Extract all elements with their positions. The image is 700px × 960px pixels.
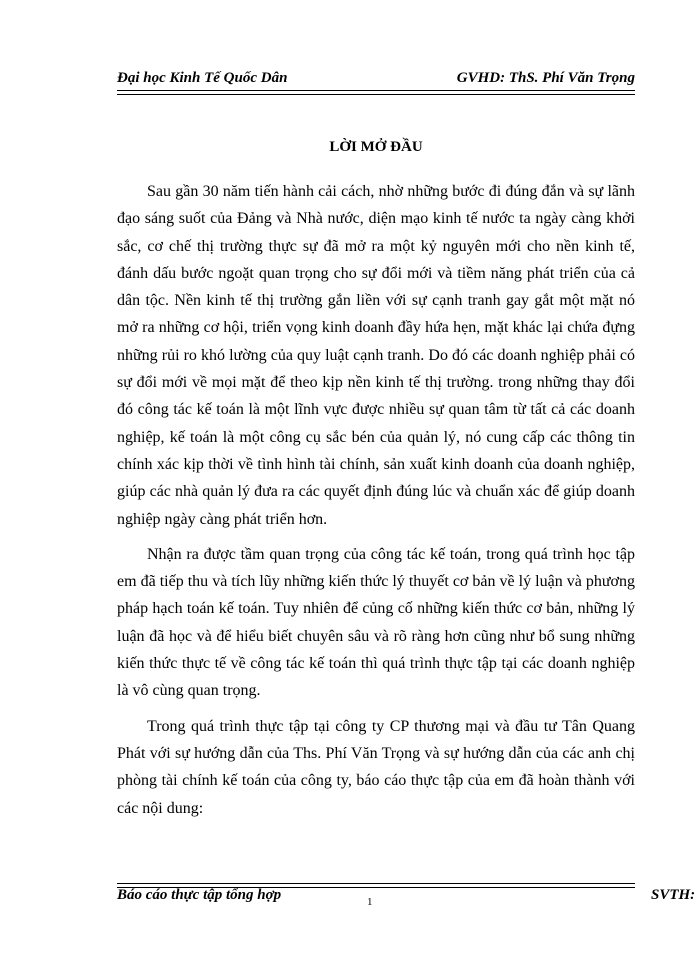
page-title: LỜI MỞ ĐẦU bbox=[329, 139, 423, 155]
header-university: Đại học Kinh Tế Quốc Dân bbox=[117, 70, 288, 86]
paragraph: Trong quá trình thực tập tại công ty CP thương mại và đầu tư Tân Quang Phát với sự hướng dẫn của Ths. Phí Văn Trọng và sự hướng dẫn của các anh chị phòng tài chính kế toán của công ty, báo cáo thực tập của em đã hoàn thành với các nội dung: bbox=[117, 717, 635, 817]
header-supervisor: GVHD: ThS. Phí Văn Trọng bbox=[456, 70, 635, 86]
body-text bbox=[117, 178, 635, 830]
page-number: 1 bbox=[367, 896, 373, 908]
paragraph: Nhận ra được tầm quan trọng của công tác kế toán, trong quá trình học tập em đã tiếp thu và tích lũy những kiến thức lý thuyết cơ bản về lý luận và phương pháp hạch toán kế toán. Tuy nhiên để củng cố những kiến thức cơ bản, những lý luận đã học và để hiểu biết chuyên sâu và rõ ràng hơn cũng như bổ sung những kiến thức thực tế về công tác kế toán thì quá trình thực tập tại các doanh nghiệp là vô cùng quan trọng. bbox=[117, 545, 635, 700]
paragraph: Sau gần 30 năm tiến hành cải cách, nhờ những bước đi đúng đắn và sự lãnh đạo sáng suốt của Đảng và Nhà nước, diện mạo kinh tế nước ta ngày càng khởi sắc, cơ chế thị trường thực sự đã mở ra một kỷ nguyên mới cho nền kinh tế, đánh dấu bước ngoặt quan trọng cho sự đổi mới và tiềm năng phát triển của cả dân tộc. Nền kinh tế thị trường gắn liền với sự cạnh tranh gay gắt một mặt nó mở ra những cơ hội, triển vọng kinh doanh đầy hứa hẹn, mặt khác lại chứa đựng những rủi ro khó lường của quy luật cạnh tranh. Do đó các doanh nghiệp phải có sự đổi mới về mọi mặt để theo kịp nền kinh tế thị trường. trong những thay đổi đó công tác kế toán là một lĩnh vực được nhiều sự quan tâm từ tất cả các doanh nghiệp, kế toán là một công cụ sắc bén của quản lý, nó cung cấp các thông tin chính xác kịp thời về tình hình tài chính, sản xuất kinh doanh của doanh nghiệp, giúp các nhà quản lý đưa ra các quyết định đúng lúc và chuẩn xác để giúp doanh nghiệp ngày càng phát triển hơn. bbox=[117, 183, 635, 528]
footer-student: SVTH: bbox=[651, 887, 696, 903]
header-rule bbox=[117, 90, 635, 95]
footer-report-title: Báo cáo thực tập tổng hợp bbox=[117, 887, 282, 903]
page-header bbox=[117, 70, 635, 87]
